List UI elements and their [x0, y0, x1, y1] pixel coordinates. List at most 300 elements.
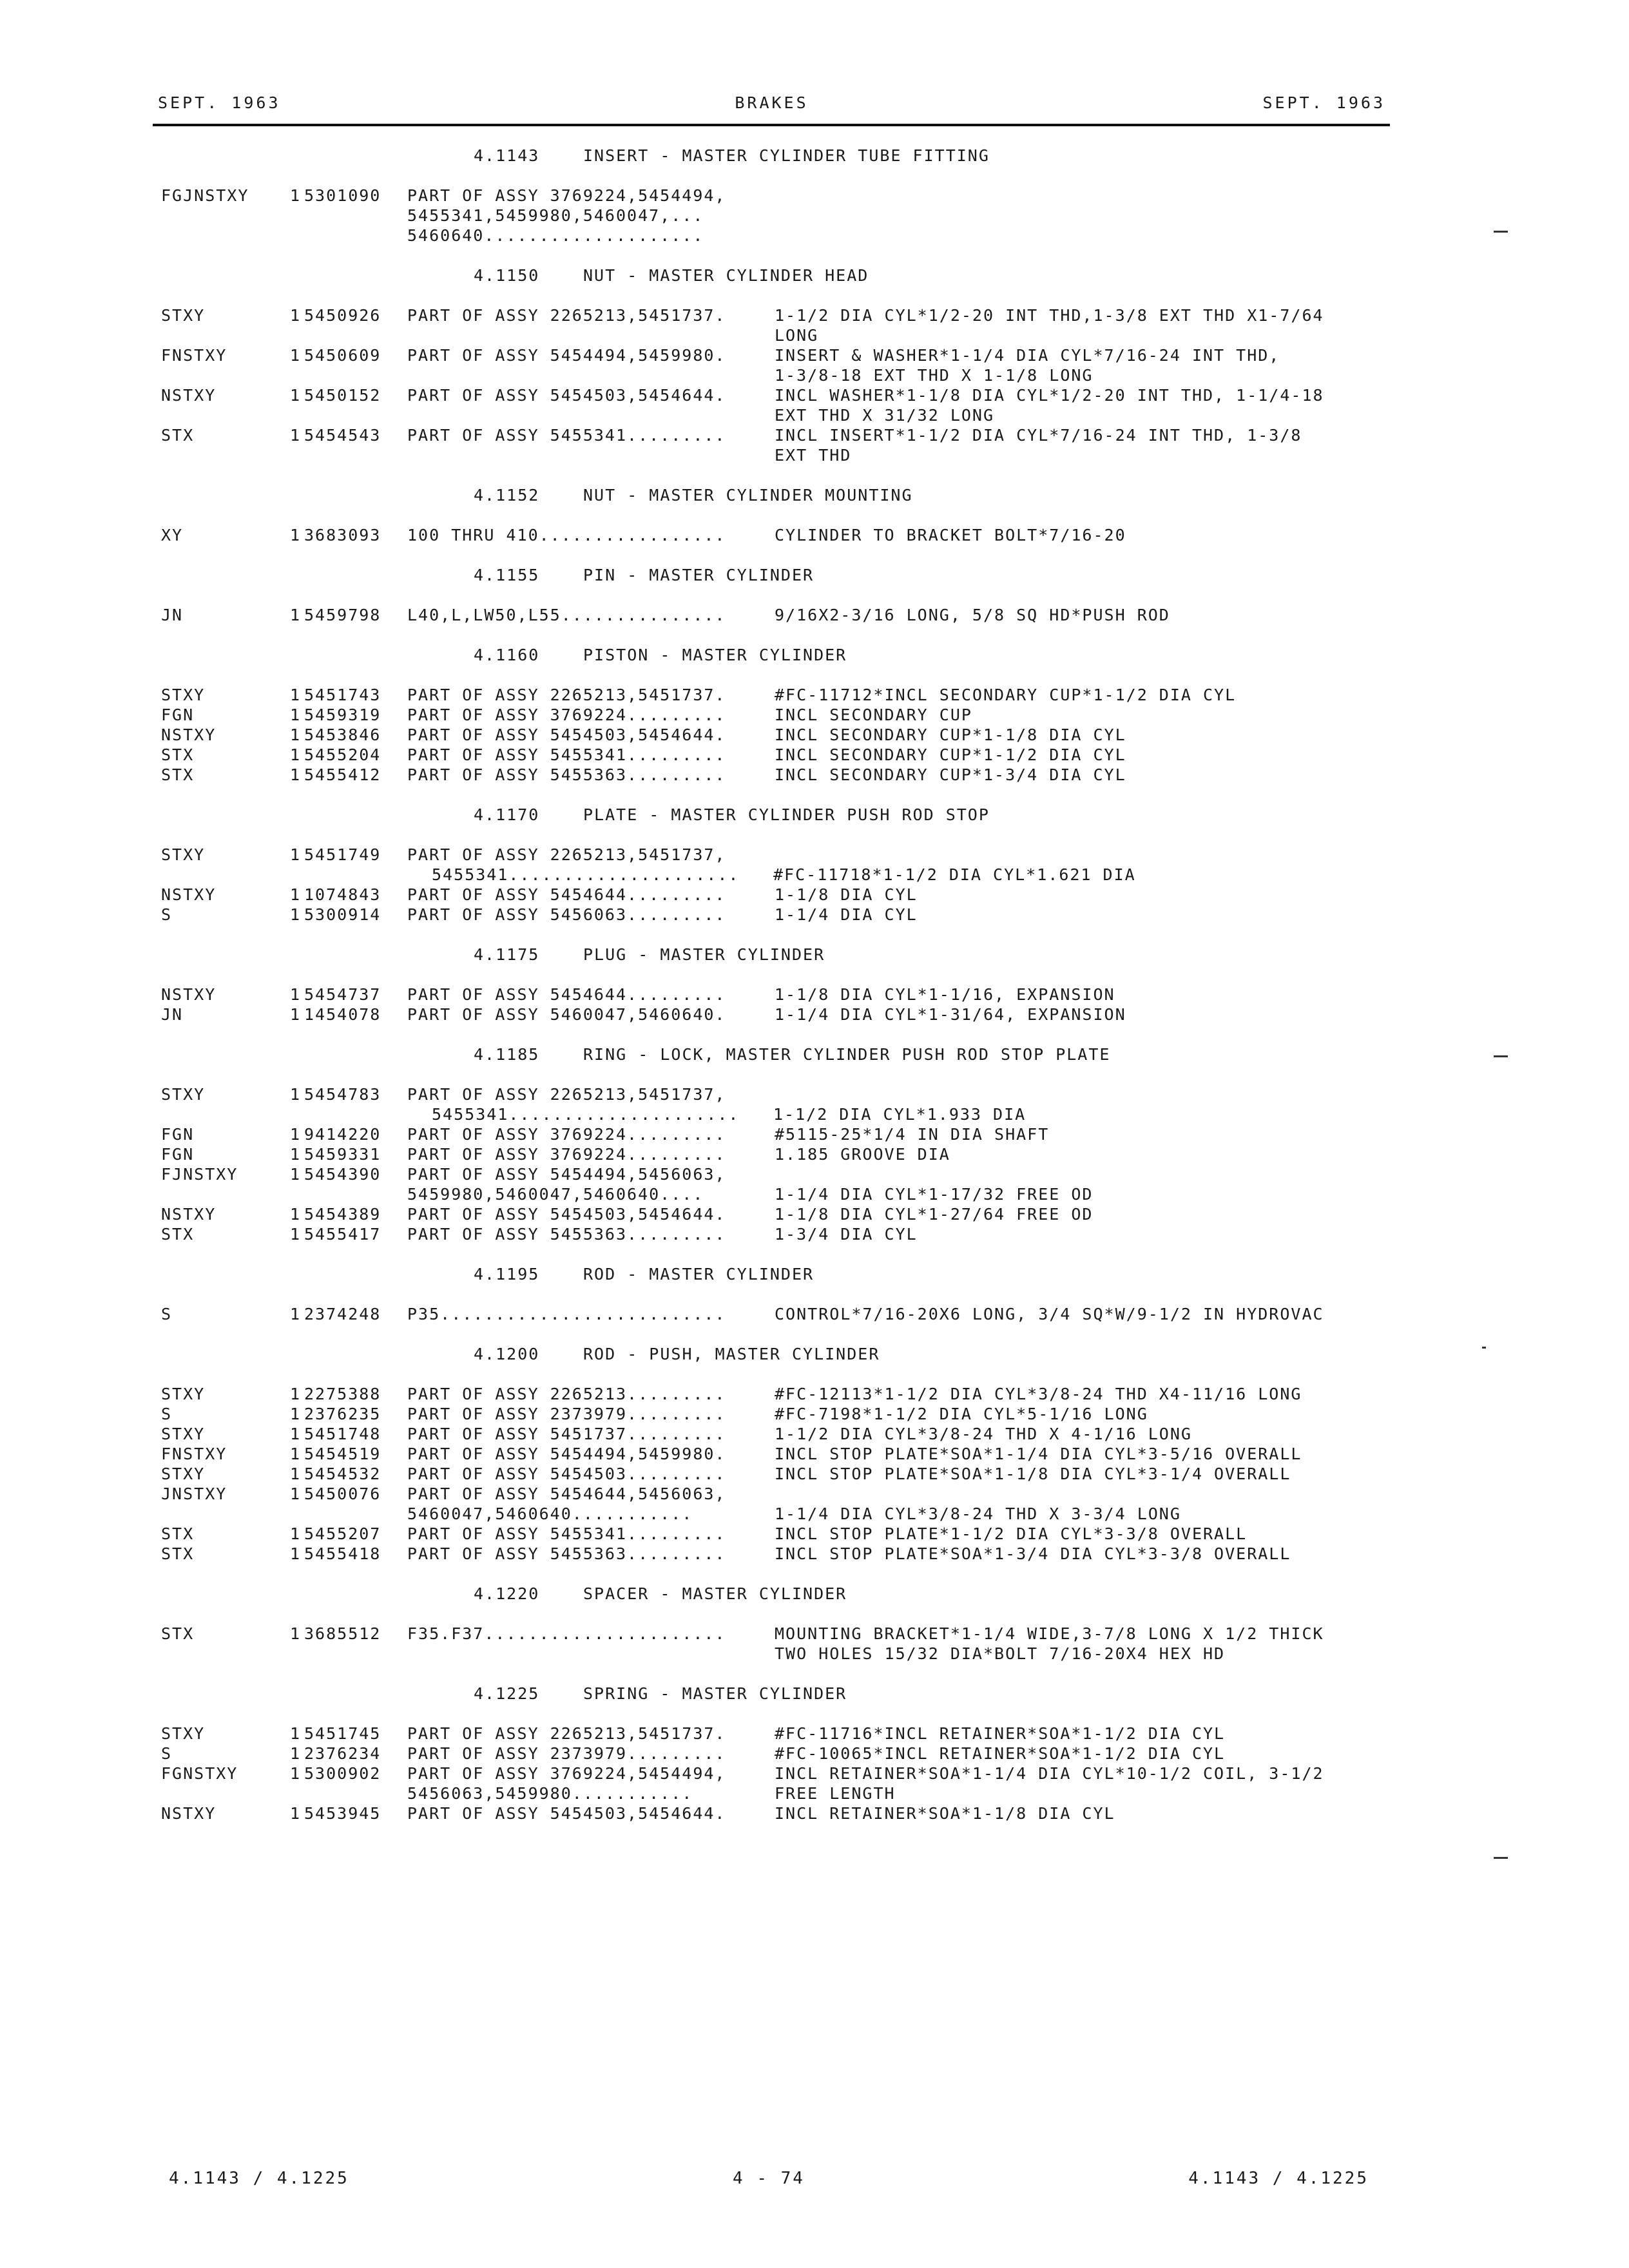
model-code: FGNSTXY: [161, 1764, 238, 1783]
indent-spacer: [161, 1783, 407, 1803]
model-code: NSTXY: [161, 1205, 217, 1224]
continuation-reference: 5455341.....................: [432, 1105, 740, 1124]
model-code: STXY: [161, 1385, 206, 1403]
entry-list: [161, 1724, 1398, 1823]
section-title: RING - LOCK, MASTER CYLINDER PUSH ROD STOP PLATE: [583, 1045, 1111, 1064]
section-number: 4.1170: [474, 805, 540, 824]
model-code: NSTXY: [161, 885, 217, 904]
description: INCL STOP PLATE*SOA*1-3/4 DIA CYL*3-3/8 OVERALL: [775, 1544, 1291, 1563]
section-title: INSERT - MASTER CYLINDER TUBE FITTING: [583, 146, 990, 165]
part-number: 5454532: [304, 1465, 381, 1483]
indent-spacer: [161, 206, 407, 226]
part-row: [161, 685, 1398, 705]
part-row: [161, 705, 1398, 725]
part-row: [161, 1124, 1398, 1144]
header-date-left: SEPT. 1963: [158, 93, 281, 112]
model-code: STX: [161, 745, 195, 764]
indent-spacer: [161, 405, 775, 425]
reference: PART OF ASSY 5460047,5460640.: [407, 1005, 726, 1024]
section-heading: [161, 1684, 1398, 1704]
part-number: 5454390: [304, 1165, 381, 1184]
continuation-description: #FC-11718*1-1/2 DIA CYL*1.621 DIA: [773, 865, 1136, 884]
quantity: 1: [290, 1425, 302, 1443]
section-title: NUT - MASTER CYLINDER MOUNTING: [583, 486, 913, 505]
section-heading: [161, 146, 1398, 166]
reference: PART OF ASSY 3769224,5454494,: [407, 1764, 726, 1783]
model-code: S: [161, 1744, 173, 1763]
description: MOUNTING BRACKET*1-1/4 WIDE,3-7/8 LONG X 1/2 THICK: [775, 1624, 1324, 1643]
indent-spacer: [161, 1184, 407, 1204]
page-number: 4 - 74: [733, 2169, 805, 2188]
quantity: 1: [290, 1405, 302, 1423]
quantity: 1: [290, 905, 302, 924]
part-row: [161, 1624, 1398, 1644]
part-row: [161, 1164, 1398, 1184]
quantity: 1: [290, 1205, 302, 1224]
model-code: NSTXY: [161, 386, 217, 405]
description: INCL STOP PLATE*SOA*1-1/4 DIA CYL*3-5/16 OVERALL: [775, 1445, 1302, 1463]
indent-spacer: [161, 365, 775, 385]
part-row: [161, 1304, 1398, 1324]
description: [775, 186, 1398, 206]
description: #FC-10065*INCL RETAINER*SOA*1-1/2 DIA CYL: [775, 1744, 1226, 1763]
part-number: 5450076: [304, 1485, 381, 1503]
model-code: STX: [161, 1225, 195, 1244]
continuation-description: 1-1/2 DIA CYL*1.933 DIA: [773, 1105, 1027, 1124]
reference: PART OF ASSY 5455341.........: [407, 745, 726, 764]
part-row: [161, 305, 1398, 325]
reference: PART OF ASSY 5454503.........: [407, 1465, 726, 1483]
part-number: 5454737: [304, 985, 381, 1004]
quantity: 1: [290, 386, 302, 405]
reference: PART OF ASSY 5454503,5454644.: [407, 1205, 726, 1224]
model-code: STX: [161, 426, 195, 445]
model-code: STXY: [161, 1425, 206, 1443]
description: 1-1/8 DIA CYL*1-27/64 FREE OD: [775, 1205, 1094, 1224]
quantity: 1: [290, 885, 302, 904]
part-row: [161, 1424, 1398, 1444]
reference: PART OF ASSY 2373979.........: [407, 1405, 726, 1423]
model-code: S: [161, 1405, 173, 1423]
page-footer: [169, 2169, 1369, 2195]
reference: P35..........................: [407, 1305, 726, 1323]
model-code: STXY: [161, 306, 206, 325]
model-code: FNSTXY: [161, 346, 227, 365]
entry-list: [161, 1384, 1398, 1564]
part-row: [161, 725, 1398, 745]
section-title: PISTON - MASTER CYLINDER: [583, 646, 847, 664]
part-row: [161, 845, 1398, 865]
model-code: STX: [161, 1624, 195, 1643]
reference: PART OF ASSY 5454644.........: [407, 885, 726, 904]
reference: PART OF ASSY 2265213,5451737.: [407, 1724, 726, 1743]
indent-spacer: [161, 865, 432, 885]
description: INCL WASHER*1-1/8 DIA CYL*1/2-20 INT THD, 1-1/4-18: [775, 386, 1324, 405]
description: [775, 1484, 1398, 1504]
part-number: 5455204: [304, 745, 381, 764]
continuation-description: 1-3/8-18 EXT THD X 1-1/8 LONG: [775, 366, 1094, 385]
entry-list: [161, 985, 1398, 1024]
part-row: [161, 1444, 1398, 1464]
model-code: NSTXY: [161, 1804, 217, 1823]
part-number: 5450926: [304, 306, 381, 325]
description: [775, 1084, 1398, 1104]
quantity: 1: [290, 186, 302, 205]
part-row: [161, 345, 1398, 365]
continuation-row: [161, 1104, 1398, 1124]
part-row: [161, 1803, 1398, 1823]
reference: PART OF ASSY 5454644.........: [407, 985, 726, 1004]
description: 1-1/2 DIA CYL*1/2-20 INT THD,1-3/8 EXT THD X1-7/64: [775, 306, 1324, 325]
part-number: 5454389: [304, 1205, 381, 1224]
reference: PART OF ASSY 2265213.........: [407, 1385, 726, 1403]
part-number: 5300902: [304, 1764, 381, 1783]
description: [775, 845, 1398, 865]
quantity: 1: [290, 1145, 302, 1164]
continuation-row: [161, 1644, 1398, 1664]
quantity: 1: [290, 306, 302, 325]
continuation-description: 1-1/4 DIA CYL*1-17/32 FREE OD: [775, 1185, 1094, 1204]
quantity: 1: [290, 745, 302, 764]
model-code: JN: [161, 1005, 184, 1024]
reference: F35.F37......................: [407, 1624, 726, 1643]
continuation-reference: 5460640....................: [407, 226, 704, 245]
continuation-row: [161, 226, 1398, 245]
quantity: 1: [290, 1544, 302, 1563]
section-heading: [161, 1344, 1398, 1364]
header-date-right: SEPT. 1963: [1262, 93, 1385, 112]
part-number: 5459331: [304, 1145, 381, 1164]
quantity: 1: [290, 985, 302, 1004]
quantity: 1: [290, 686, 302, 704]
model-code: STXY: [161, 845, 206, 864]
continuation-row: [161, 365, 1398, 385]
continuation-description: LONG: [775, 326, 819, 345]
indent-spacer: [161, 226, 407, 245]
part-number: 5453846: [304, 726, 381, 744]
entry-list: [161, 525, 1398, 545]
reference: PART OF ASSY 5455363.........: [407, 1544, 726, 1563]
entry-list: [161, 1624, 1398, 1664]
reference: PART OF ASSY 5455341.........: [407, 426, 726, 445]
model-code: FNSTXY: [161, 1445, 227, 1463]
part-number: 2376235: [304, 1405, 381, 1423]
part-number: 5454519: [304, 1445, 381, 1463]
model-code: STX: [161, 1524, 195, 1543]
reference: PART OF ASSY 3769224.........: [407, 706, 726, 724]
part-number: 5451749: [304, 845, 381, 864]
description: #FC-11716*INCL RETAINER*SOA*1-1/2 DIA CYL: [775, 1724, 1226, 1743]
catalog-section: [161, 945, 1398, 1024]
continuation-row: [161, 1504, 1398, 1524]
entry-list: [161, 685, 1398, 785]
margin-mark: [1494, 231, 1508, 233]
model-code: FGN: [161, 1125, 195, 1144]
reference: PART OF ASSY 3769224.........: [407, 1145, 726, 1164]
part-number: 5455418: [304, 1544, 381, 1563]
part-number: 5459798: [304, 606, 381, 624]
part-row: [161, 525, 1398, 545]
reference: PART OF ASSY 2373979.........: [407, 1744, 726, 1763]
section-number: 4.1150: [474, 266, 540, 285]
description: INCL SECONDARY CUP*1-1/2 DIA CYL: [775, 745, 1126, 764]
section-number: 4.1195: [474, 1265, 540, 1283]
section-title: ROD - MASTER CYLINDER: [583, 1265, 815, 1283]
catalog-section: [161, 1684, 1398, 1823]
continuation-row: [161, 865, 1398, 885]
part-row: [161, 1464, 1398, 1484]
reference: PART OF ASSY 5451737.........: [407, 1425, 726, 1443]
page-header: [158, 93, 1385, 119]
continuation-row: [161, 1783, 1398, 1803]
part-number: 5455417: [304, 1225, 381, 1244]
continuation-row: [161, 325, 1398, 345]
description: #FC-7198*1-1/2 DIA CYL*5-1/16 LONG: [775, 1405, 1148, 1423]
section-heading: [161, 265, 1398, 285]
continuation-description: EXT THD X 31/32 LONG: [775, 406, 995, 425]
entry-list: [161, 845, 1398, 925]
quantity: 1: [290, 1465, 302, 1483]
description: 1.185 GROOVE DIA: [775, 1145, 950, 1164]
description: INCL SECONDARY CUP*1-1/8 DIA CYL: [775, 726, 1126, 744]
quantity: 1: [290, 1225, 302, 1244]
section-number: 4.1152: [474, 486, 540, 505]
part-row: [161, 605, 1398, 625]
reference: PART OF ASSY 5454494,5456063,: [407, 1165, 726, 1184]
continuation-row: [161, 445, 1398, 465]
description: 1-1/2 DIA CYL*3/8-24 THD X 4-1/16 LONG: [775, 1425, 1192, 1443]
description: INSERT & WASHER*1-1/4 DIA CYL*7/16-24 INT THD,: [775, 346, 1280, 365]
description: [775, 1164, 1398, 1184]
part-row: [161, 1384, 1398, 1404]
section-title: PIN - MASTER CYLINDER: [583, 566, 815, 584]
quantity: 1: [290, 1085, 302, 1104]
reference: PART OF ASSY 5454644,5456063,: [407, 1485, 726, 1503]
part-row: [161, 1724, 1398, 1744]
quantity: 1: [290, 1165, 302, 1184]
model-code: FGJNSTXY: [161, 186, 249, 205]
margin-mark: [1494, 1857, 1508, 1859]
section-number: 4.1155: [474, 566, 540, 584]
reference: PART OF ASSY 2265213,5451737.: [407, 686, 726, 704]
section-number: 4.1185: [474, 1045, 540, 1064]
description: #5115-25*1/4 IN DIA SHAFT: [775, 1125, 1050, 1144]
part-row: [161, 1763, 1398, 1783]
header-title: BRAKES: [735, 93, 809, 112]
section-heading: [161, 805, 1398, 825]
continuation-row: [161, 405, 1398, 425]
part-number: 5451748: [304, 1425, 381, 1443]
part-row: [161, 1144, 1398, 1164]
footer-range-left: 4.1143 / 4.1225: [169, 2169, 349, 2188]
continuation-description: TWO HOLES 15/32 DIA*BOLT 7/16-20X4 HEX HD: [775, 1644, 1226, 1663]
reference: PART OF ASSY 5454503,5454644.: [407, 386, 726, 405]
part-number: 2275388: [304, 1385, 381, 1403]
catalog-section: [161, 1344, 1398, 1564]
indent-spacer: [161, 325, 775, 345]
description: INCL RETAINER*SOA*1-1/8 DIA CYL: [775, 1804, 1115, 1823]
description: 1-3/4 DIA CYL: [775, 1225, 918, 1244]
model-code: STX: [161, 765, 195, 784]
entry-list: [161, 305, 1398, 465]
continuation-reference: 5455341,5459980,5460047,...: [407, 206, 704, 225]
reference: PART OF ASSY 2265213,5451737.: [407, 306, 726, 325]
catalog-section: [161, 1584, 1398, 1664]
model-code: FGN: [161, 706, 195, 724]
margin-mark: [1494, 1055, 1508, 1057]
quantity: 1: [290, 1485, 302, 1503]
part-row: [161, 745, 1398, 765]
part-number: 5453945: [304, 1804, 381, 1823]
indent-spacer: [161, 1504, 407, 1524]
part-row: [161, 1224, 1398, 1244]
section-heading: [161, 1584, 1398, 1604]
entry-list: [161, 186, 1398, 245]
description: INCL SECONDARY CUP: [775, 706, 972, 724]
entry-list: [161, 1084, 1398, 1244]
description: 1-1/8 DIA CYL: [775, 885, 918, 904]
part-row: [161, 1004, 1398, 1024]
section-heading: [161, 645, 1398, 665]
catalog-section: [161, 645, 1398, 785]
part-number: 3683093: [304, 526, 381, 544]
quantity: 1: [290, 426, 302, 445]
catalog-section: [161, 565, 1398, 625]
header-rule: [153, 124, 1390, 126]
reference: L40,L,LW50,L55...............: [407, 606, 726, 624]
reference: PART OF ASSY 3769224,5454494,: [407, 186, 726, 205]
continuation-reference: 5460047,5460640...........: [407, 1504, 693, 1523]
description: #FC-11712*INCL SECONDARY CUP*1-1/2 DIA CYL: [775, 686, 1237, 704]
part-row: [161, 385, 1398, 405]
footer-range-right: 4.1143 / 4.1225: [1188, 2169, 1369, 2188]
reference: PART OF ASSY 5455363.........: [407, 1225, 726, 1244]
model-code: S: [161, 1305, 173, 1323]
quantity: 1: [290, 606, 302, 624]
entry-list: [161, 1304, 1398, 1324]
part-row: [161, 1084, 1398, 1104]
part-row: [161, 1544, 1398, 1564]
reference: PART OF ASSY 5455341.........: [407, 1524, 726, 1543]
model-code: STXY: [161, 1724, 206, 1743]
continuation-reference: 5455341.....................: [432, 865, 740, 884]
parts-listing: [161, 146, 1398, 1843]
part-number: 5455412: [304, 765, 381, 784]
part-row: [161, 1204, 1398, 1224]
indent-spacer: [161, 1104, 432, 1124]
reference: PART OF ASSY 5454494,5459980.: [407, 346, 726, 365]
part-number: 5455207: [304, 1524, 381, 1543]
part-row: [161, 765, 1398, 785]
continuation-description: 1-1/4 DIA CYL*3/8-24 THD X 3-3/4 LONG: [775, 1504, 1181, 1523]
reference: PART OF ASSY 5454503,5454644.: [407, 1804, 726, 1823]
part-row: [161, 1404, 1398, 1424]
catalog-section: [161, 805, 1398, 925]
description: INCL RETAINER*SOA*1-1/4 DIA CYL*10-1/2 COIL, 3-1/2: [775, 1764, 1324, 1783]
quantity: 1: [290, 1125, 302, 1144]
part-number: 5300914: [304, 905, 381, 924]
continuation-reference: 5456063,5459980...........: [407, 1784, 693, 1803]
model-code: STXY: [161, 1085, 206, 1104]
quantity: 1: [290, 1305, 302, 1323]
quantity: 1: [290, 706, 302, 724]
section-title: NUT - MASTER CYLINDER HEAD: [583, 266, 869, 285]
part-number: 5459319: [304, 706, 381, 724]
quantity: 1: [290, 1804, 302, 1823]
reference: PART OF ASSY 5455363.........: [407, 765, 726, 784]
section-title: ROD - PUSH, MASTER CYLINDER: [583, 1345, 880, 1363]
model-code: STXY: [161, 686, 206, 704]
part-row: [161, 905, 1398, 925]
model-code: FGN: [161, 1145, 195, 1164]
part-number: 5450152: [304, 386, 381, 405]
model-code: STXY: [161, 1465, 206, 1483]
part-number: 5451743: [304, 686, 381, 704]
part-row: [161, 186, 1398, 206]
quantity: 1: [290, 1524, 302, 1543]
continuation-row: [161, 1184, 1398, 1204]
continuation-description: EXT THD: [775, 446, 852, 465]
quantity: 1: [290, 1385, 302, 1403]
model-code: NSTXY: [161, 726, 217, 744]
description: INCL INSERT*1-1/2 DIA CYL*7/16-24 INT THD, 1-3/8: [775, 426, 1302, 445]
quantity: 1: [290, 1445, 302, 1463]
part-number: 1074843: [304, 885, 381, 904]
section-title: PLATE - MASTER CYLINDER PUSH ROD STOP: [583, 805, 990, 824]
part-number: 5454783: [304, 1085, 381, 1104]
section-heading: [161, 1264, 1398, 1284]
description: CONTROL*7/16-20X6 LONG, 3/4 SQ*W/9-1/2 IN HYDROVAC: [775, 1305, 1324, 1323]
section-number: 4.1175: [474, 945, 540, 964]
section-number: 4.1160: [474, 646, 540, 664]
reference: PART OF ASSY 5456063.........: [407, 905, 726, 924]
quantity: 1: [290, 346, 302, 365]
part-row: [161, 1524, 1398, 1544]
description: 9/16X2-3/16 LONG, 5/8 SQ HD*PUSH ROD: [775, 606, 1170, 624]
entry-list: [161, 605, 1398, 625]
description: 1-1/4 DIA CYL*1-31/64, EXPANSION: [775, 1005, 1126, 1024]
reference: PART OF ASSY 5454494,5459980.: [407, 1445, 726, 1463]
model-code: JNSTXY: [161, 1485, 227, 1503]
reference: 100 THRU 410.................: [407, 526, 726, 544]
quantity: 1: [290, 526, 302, 544]
part-number: 5301090: [304, 186, 381, 205]
section-number: 4.1143: [474, 146, 540, 165]
part-number: 5450609: [304, 346, 381, 365]
reference: PART OF ASSY 5454503,5454644.: [407, 726, 726, 744]
section-heading: [161, 565, 1398, 585]
indent-spacer: [161, 1644, 775, 1664]
model-code: XY: [161, 526, 184, 544]
quantity: 1: [290, 726, 302, 744]
section-title: SPACER - MASTER CYLINDER: [583, 1584, 847, 1603]
part-row: [161, 425, 1398, 445]
section-heading: [161, 485, 1398, 505]
part-row: [161, 1484, 1398, 1504]
quantity: 1: [290, 1624, 302, 1643]
section-title: PLUG - MASTER CYLINDER: [583, 945, 825, 964]
model-code: JN: [161, 606, 184, 624]
section-heading: [161, 945, 1398, 965]
quantity: 1: [290, 1744, 302, 1763]
reference: PART OF ASSY 2265213,5451737,: [407, 1085, 726, 1104]
model-code: NSTXY: [161, 985, 217, 1004]
catalog-section: [161, 265, 1398, 465]
reference: PART OF ASSY 3769224.........: [407, 1125, 726, 1144]
description: INCL STOP PLATE*1-1/2 DIA CYL*3-3/8 OVERALL: [775, 1524, 1248, 1543]
reference: PART OF ASSY 2265213,5451737,: [407, 845, 726, 864]
catalog-section: [161, 485, 1398, 545]
